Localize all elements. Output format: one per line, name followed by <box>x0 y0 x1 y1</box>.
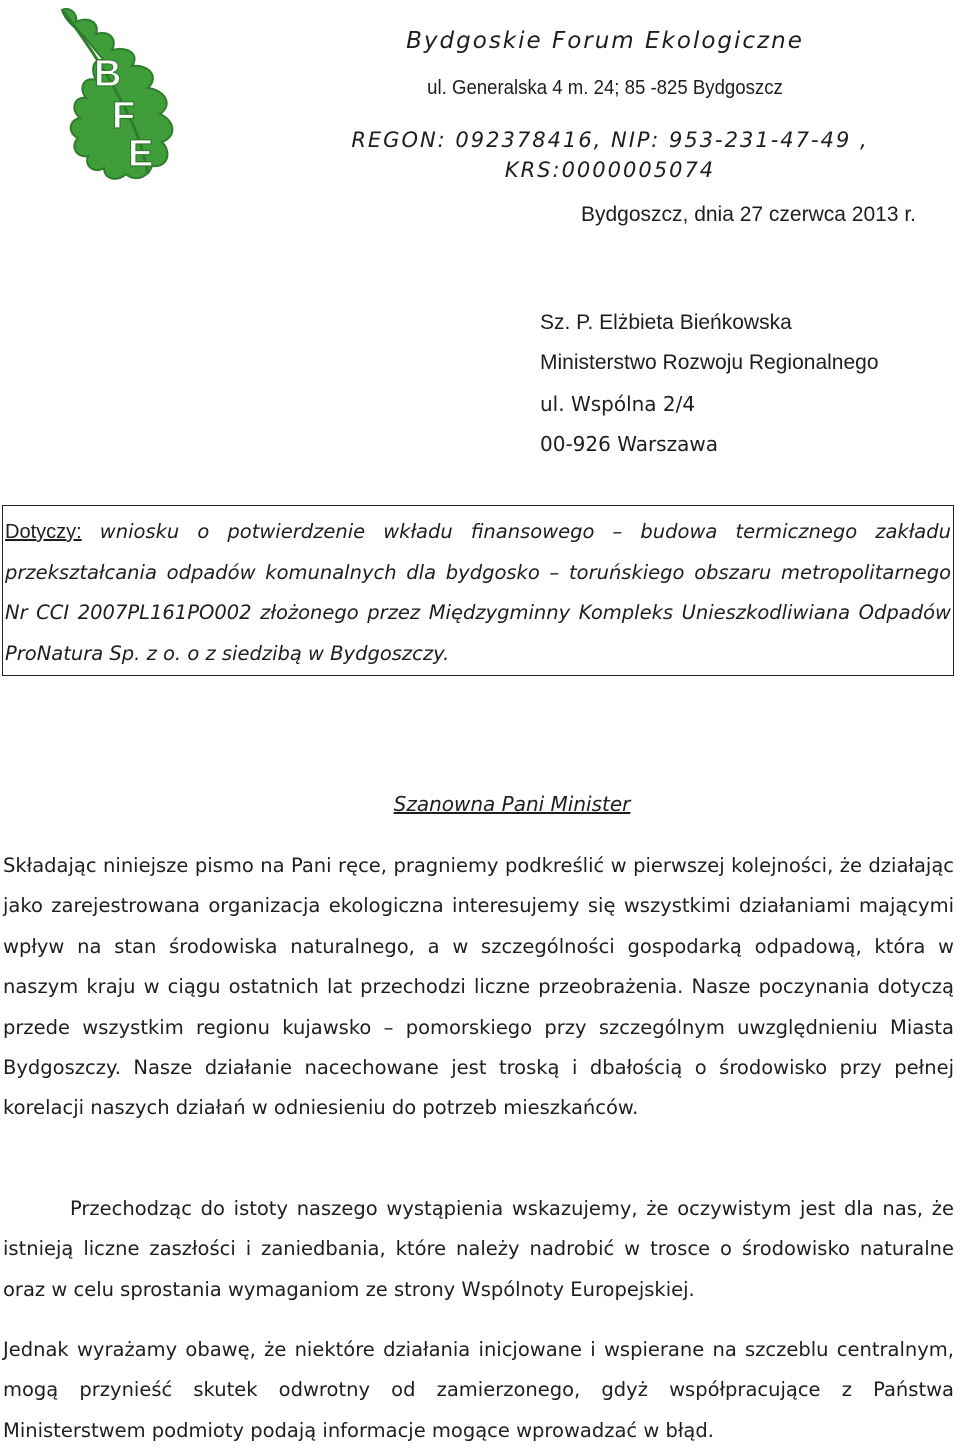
body-paragraph-3: Jednak wyrażamy obawę, że niektóre działania inicjowane i wspierane na szczeblu centralnym, mogą przynieść skutek odwrotny od zamierzonego, gdyż współpracujące z Państwa Ministerstwem podmioty podają informacje mogące wprowadzać w błąd. <box>3 1338 954 1442</box>
subject-body: wniosku o potwierdzenie wkładu finansowego – budowa termicznego zakładu przekształcania odpadów komunalnych dla bydgosko – toruńskiego obszaru metropolitarnego Nr CCI 2007PL161PO002 złożonego przez Międzygminny Kompleks Unieszkodliwiana Odpadów ProNatura Sp. z o. o z siedzibą w Bydgoszczy. <box>5 520 951 665</box>
organization-registry <box>300 125 920 185</box>
body-paragraph-1: Składając niniejsze pismo na Pani ręce, pragniemy podkreślić w pierwszej kolejności, że działając jako zarejestrowana organizacja ekologiczna interesujemy się wszystkimi działaniami mającymi wpływ na stan środowiska naturalnego, a w szczególności gospodarką odpadową, która w naszym kraju w ciągu ostatnich lat przechodzi liczne przeobrażenia. Nasze poczynania dotyczą przede wszystkim regionu kujawsko – pomorskiego przy szczególnym uwzględnieniu Miasta Bydgoszczy. Nasze działanie nacechowane jest troską i dbałością o środowisko przy pełnej korelacji naszych działań w odniesieniu do potrzeb mieszkańców. <box>3 854 954 1120</box>
recipient-city: 00-926 Warszawa <box>540 432 718 456</box>
logo-letter-f: F <box>112 95 136 137</box>
subject-text <box>5 512 951 674</box>
letter-date: Bydgoszcz, dnia 27 czerwca 2013 r. <box>580 203 916 226</box>
body-paragraph-2: Przechodząc do istoty naszego wystąpienia wskazujemy, że oczywistym jest dla nas, że istnieją liczne zaszłości i zaniedbania, które należy nadrobić w trosce o środowisko naturalne oraz w celu sprostania wymaganiom ze strony Wspólnoty Europejskiej. <box>3 1197 954 1301</box>
subject-label: Dotyczy: <box>5 521 82 543</box>
organization-address: ul. Generalska 4 m. 24; 85 -825 Bydgoszcz <box>427 77 783 99</box>
logo-letter-b: B <box>94 53 122 95</box>
recipient-name: Sz. P. Elżbieta Bieńkowska <box>540 311 792 334</box>
oak-leaf-logo-icon <box>48 4 198 184</box>
recipient-street: ul. Wspólna 2/4 <box>540 392 696 416</box>
recipient-ministry: Ministerstwo Rozwoju Regionalnego <box>540 351 879 374</box>
logo-letter-e: E <box>128 133 154 175</box>
regon-nip-line: REGON: 092378416, NIP: 953-231-47-49 , <box>351 128 869 152</box>
krs-line: KRS:0000005074 <box>504 158 716 182</box>
salutation: Szanowna Pani Minister <box>393 792 631 816</box>
organization-name: Bydgoskie Forum Ekologiczne <box>406 28 804 54</box>
organization-logo <box>48 4 198 184</box>
subject-box <box>2 505 954 676</box>
